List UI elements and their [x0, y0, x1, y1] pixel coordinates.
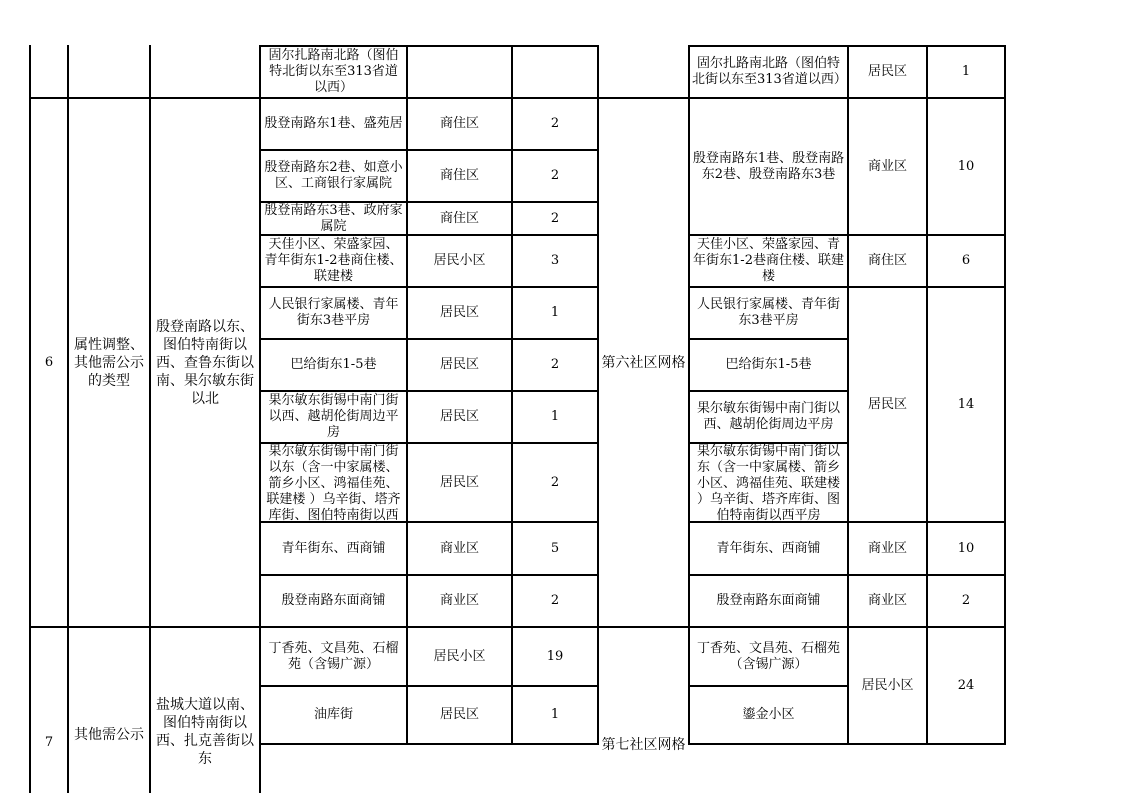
right-type-cell: 居民小区 [861, 677, 914, 693]
left-count-cell: 2 [550, 474, 560, 490]
left-count-cell: 2 [550, 357, 560, 372]
right-type-cell: 居民区 [867, 396, 907, 412]
road-text: 固尔扎路南北路（图伯特北街以东至313省道以西） [268, 48, 399, 95]
left-type-cell: 居民区 [439, 474, 479, 490]
right-type-cell: 居民区 [867, 64, 907, 79]
left-type-cell: 居民小区 [433, 253, 486, 268]
right-count-cell: 10 [957, 158, 975, 174]
right-type-cell: 商业区 [867, 540, 907, 556]
right-type-cell: 商业区 [867, 158, 907, 174]
left-road-cell: 巴给街东1-5巷 [290, 357, 377, 372]
left-count-cell: 1 [550, 707, 560, 722]
left-count-cell: 2 [550, 593, 560, 608]
right-road-cell: 鎏金小区 [742, 707, 795, 722]
left-road-cell: 果尔敏东街锡中南门街以西、越胡伦街周边平房 [268, 393, 399, 440]
grid-line [1004, 45, 1006, 745]
right-road-cell: 殷登南路东1巷、殷登南路东2巷、殷登南路东3巷 [692, 150, 845, 182]
left-road-cell: 殷登南路东面商铺 [281, 593, 386, 608]
left-road-cell: 天佳小区、荣盛家园、青年街东1-2巷商住楼、联建楼 [264, 237, 403, 284]
left-count-cell: 1 [550, 305, 560, 320]
left-road-cell: 油库街 [313, 707, 353, 722]
grid-name-cell: 第七社区网格 [601, 737, 686, 753]
left-count-cell: 2 [550, 168, 560, 183]
row-number-cell: 7 [44, 735, 54, 750]
right-road-cell: 固尔扎路南北路（图伯特北街以东至313省道以西） [692, 56, 847, 87]
right-count-cell: 6 [961, 253, 971, 268]
left-type-cell: 商住区 [439, 168, 479, 183]
right-road-cell: 人民银行家属楼、青年街东3巷平房 [696, 297, 840, 328]
left-road-cell: 果尔敏东街锡中南门街以东（含一中家属楼、箭乡小区、鸿福佳苑、联建楼 ）乌辛街、塔齐库街、图伯特南街以西 [266, 444, 401, 521]
left-type-cell: 商住区 [439, 210, 479, 226]
right-count-cell: 1 [961, 64, 971, 79]
right-road-cell: 丁香苑、文昌苑、石榴苑（含锡广源） [696, 640, 840, 672]
left-type-cell: 商业区 [439, 593, 479, 608]
row-number-cell: 6 [44, 354, 54, 370]
grid-name-cell: 第六社区网格 [601, 354, 686, 371]
grid-line [259, 743, 597, 745]
right-type-cell: 商业区 [867, 593, 907, 608]
left-count-cell: 5 [550, 540, 560, 556]
right-road-cell: 天佳小区、荣盛家园、青年街东1-2巷商住楼、联建楼 [693, 237, 844, 284]
left-count-cell: 3 [550, 253, 560, 268]
left-road-cell: 殷登南路东2巷、如意小区、工商银行家属院 [264, 160, 403, 191]
right-count-cell: 10 [957, 540, 975, 556]
left-road-cell [261, 47, 406, 97]
left-type-cell: 居民区 [439, 357, 479, 372]
left-type-cell: 商住区 [439, 116, 479, 131]
left-type-cell: 居民区 [439, 409, 479, 424]
left-road-cell: 殷登南路东3巷、政府家属院 [264, 203, 403, 234]
left-type-cell: 居民小区 [433, 648, 486, 664]
right-type-cell: 商住区 [867, 253, 907, 268]
left-road-cell: 丁香苑、文昌苑、石榴苑（含锡广源） [268, 640, 399, 672]
scope-cell: 殷登南路以东、图伯特南街以西、查鲁东街以南、果尔敏东街以北 [156, 318, 254, 407]
left-count-cell: 19 [546, 648, 564, 664]
right-road-cell: 果尔敏东街锡中南门街以西、越胡伦街周边平房 [696, 401, 840, 432]
right-road-cell: 果尔敏东街锡中南门街以东（含一中家属楼、箭乡小区、鸿福佳苑、联建楼 ）乌辛街、塔齐库街、图伯特南街以西平房 [696, 444, 840, 521]
category-cell: 其他需公示 [74, 727, 144, 743]
left-road-cell: 殷登南路东1巷、盛苑居 [264, 116, 403, 131]
left-count-cell: 1 [550, 409, 560, 424]
right-count-cell: 2 [961, 593, 971, 608]
scope-cell: 盐城大道以南、图伯特南街以西、扎克善街以东 [156, 697, 254, 767]
right-road-cell: 青年街东、西商铺 [716, 540, 821, 556]
right-count-cell: 24 [957, 677, 975, 693]
left-road-cell: 青年街东、西商铺 [281, 540, 386, 556]
right-road-cell: 殷登南路东面商铺 [716, 593, 821, 608]
right-road-cell: 巴给街东1-5巷 [725, 357, 812, 372]
category-cell: 属性调整、其他需公示的类型 [74, 336, 144, 389]
left-type-cell: 居民区 [439, 305, 479, 320]
left-count-cell: 2 [550, 210, 560, 226]
left-count-cell: 2 [550, 116, 560, 131]
right-count-cell: 14 [957, 396, 975, 412]
left-type-cell: 居民区 [439, 707, 479, 722]
left-road-cell: 人民银行家属楼、青年街东3巷平房 [268, 297, 399, 328]
left-type-cell: 商业区 [439, 540, 479, 556]
